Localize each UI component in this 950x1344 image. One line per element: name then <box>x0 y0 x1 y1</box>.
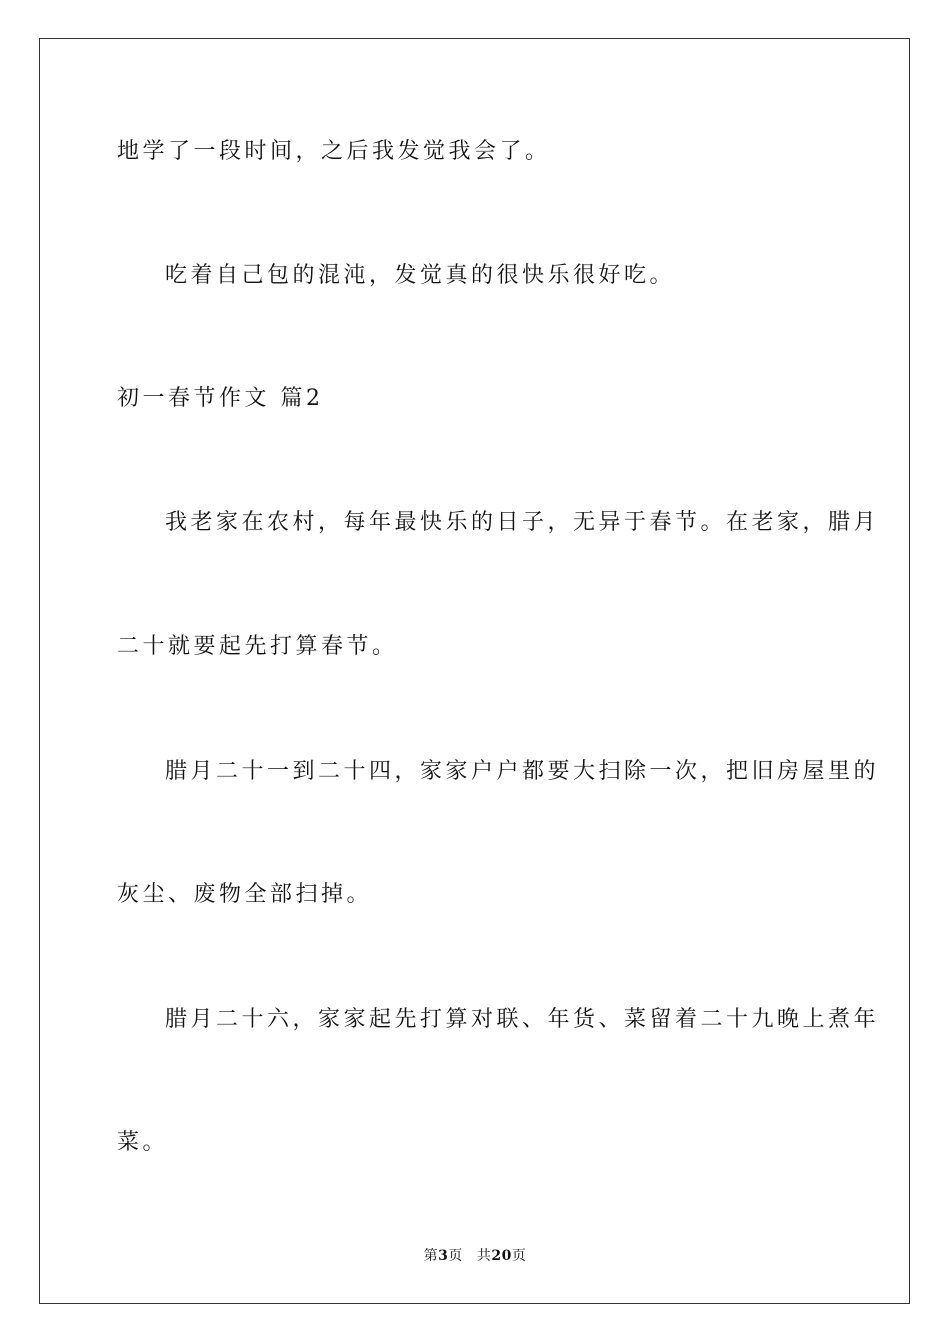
body-line-4a: 腊月二十一到二十四，家家户户都要大扫除一次，把旧房屋里的 <box>165 759 880 784</box>
body-line-2: 吃着自己包的混沌，发觉真的很快乐很好吃。 <box>165 263 676 288</box>
footer-page-number: 3 <box>438 1248 449 1264</box>
body-line-1: 地学了一段时间，之后我发觉我会了。 <box>117 139 551 164</box>
body-line-5b: 菜。 <box>117 1130 169 1155</box>
footer-total-pages: 20 <box>491 1248 512 1264</box>
body-line-4b: 灰尘、废物全部扫掉。 <box>117 882 373 907</box>
body-line-3a: 我老家在农村，每年最快乐的日子，无异于春节。在老家，腊月 <box>165 510 880 535</box>
footer-page-prefix: 第 <box>423 1248 439 1264</box>
footer-total-prefix: 共 <box>476 1248 492 1264</box>
body-line-5a: 腊月二十六，家家起先打算对联、年货、菜留着二十九晚上煮年 <box>165 1007 880 1032</box>
footer-total-suffix: 页 <box>511 1248 527 1264</box>
page-footer <box>0 1246 950 1266</box>
page-frame <box>39 38 910 1304</box>
section-heading: 初一春节作文 篇2 <box>117 386 324 411</box>
body-line-3b: 二十就要起先打算春节。 <box>117 634 398 659</box>
footer-page-suffix: 页 <box>448 1248 463 1264</box>
